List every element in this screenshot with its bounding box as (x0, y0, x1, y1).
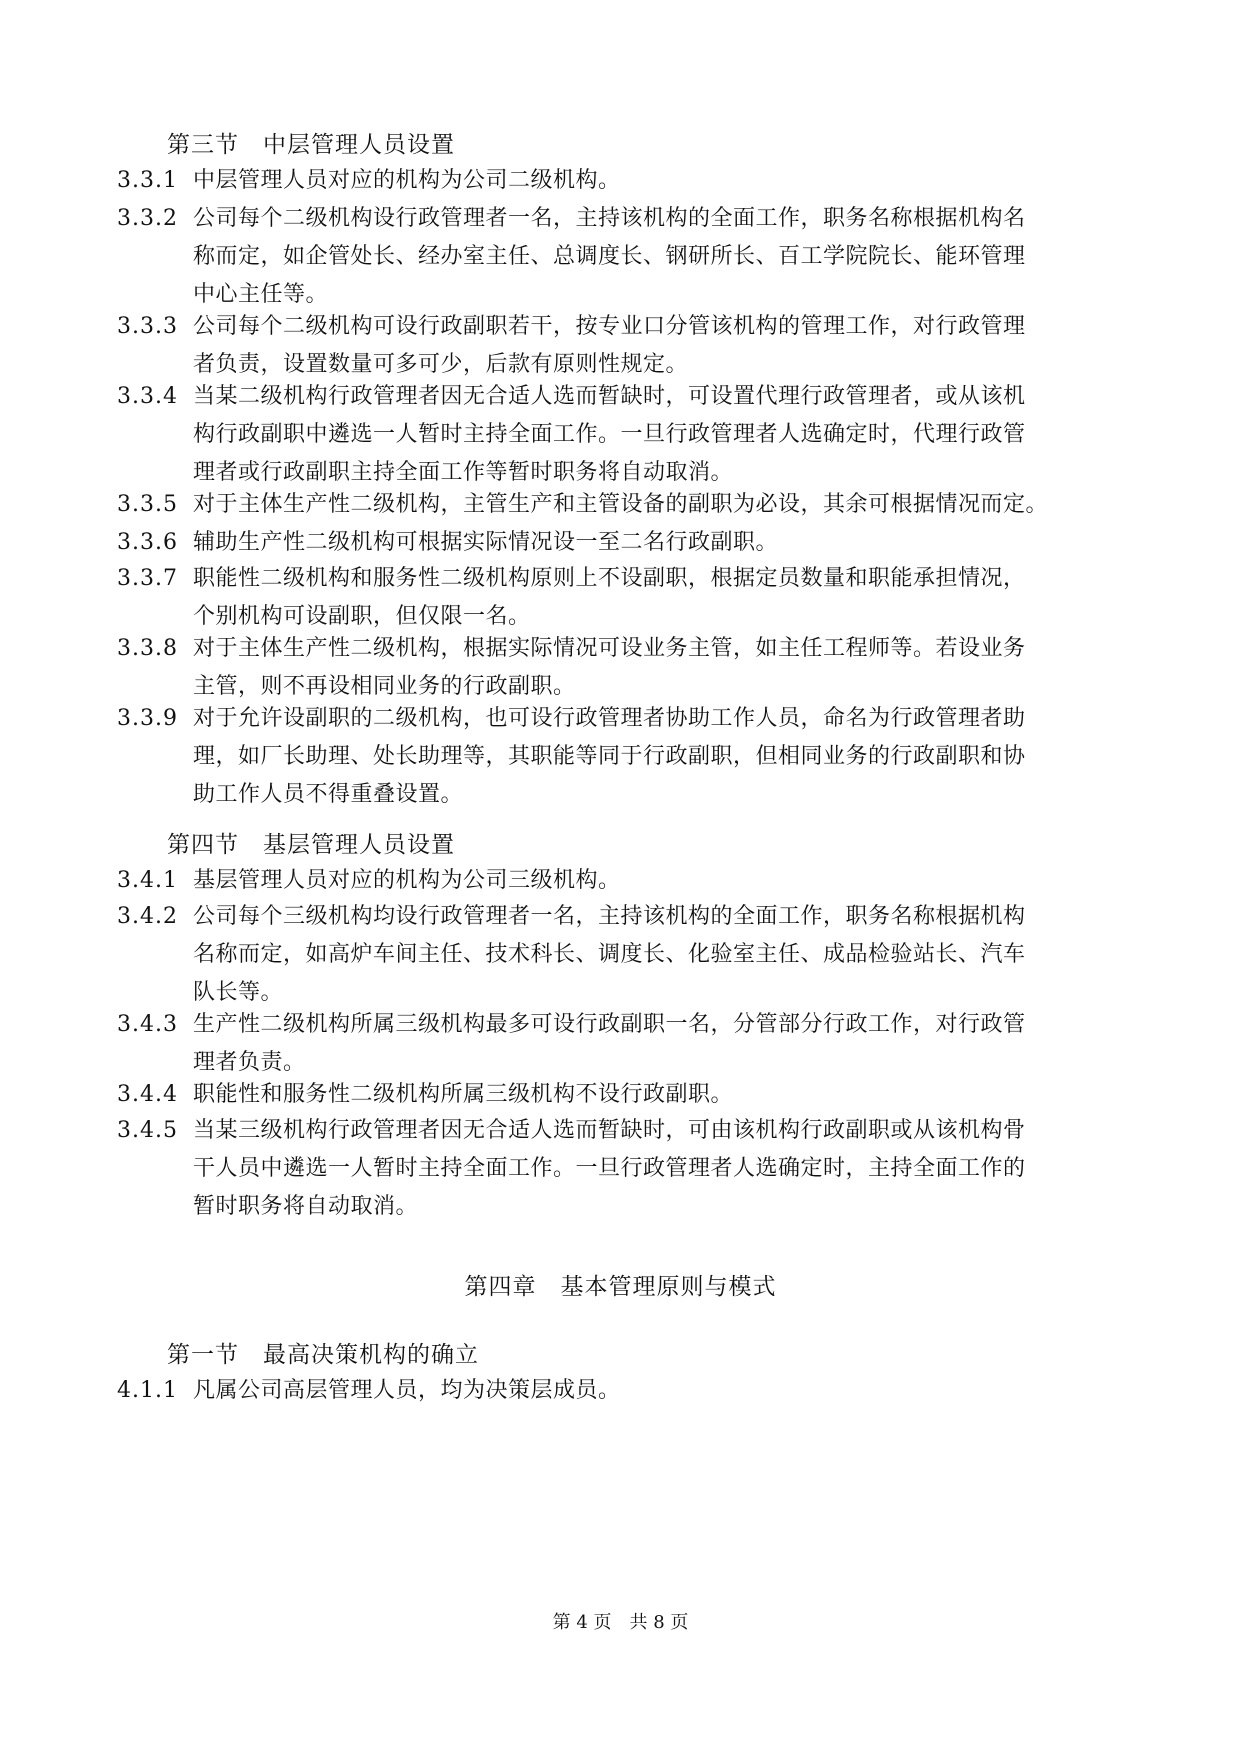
clause-text-line: 对于主体生产性二级机构，根据实际情况可设业务主管，如主任工程师等。若设业务 (193, 636, 1026, 661)
clause-text-line: 理者或行政副职主持全面工作等暂时职务将自动取消。 (193, 460, 734, 485)
clause-text-line: 理者负责。 (193, 1050, 306, 1075)
section-heading: 第三节 中层管理人员设置 (167, 132, 455, 158)
clause-text-line: 当某三级机构行政管理者因无合适人选而暂缺时，可由该机构行政副职或从该机构骨 (193, 1118, 1026, 1143)
clause-3-3-8 (117, 630, 1127, 706)
clause-number: 3.3.7 (117, 566, 178, 591)
clause-number: 3.3.4 (117, 384, 178, 409)
clause-number: 3.4.4 (117, 1082, 178, 1107)
clause-text-line: 队长等。 (193, 980, 284, 1005)
clause-text-line: 凡属公司高层管理人员，均为决策层成员。 (193, 1378, 621, 1403)
clause-text-line: 中心主任等。 (193, 282, 329, 307)
clause-number: 3.4.2 (117, 904, 178, 929)
section-heading: 第四节 基层管理人员设置 (167, 832, 455, 858)
clause-text-line: 者负责，设置数量可多可少，后款有原则性规定。 (193, 352, 689, 377)
clause-3-3-6 (117, 524, 1127, 562)
clause-3-3-5 (117, 486, 1127, 524)
clause-text-line: 公司每个三级机构均设行政管理者一名，主持该机构的全面工作，职务名称根据机构 (193, 904, 1026, 929)
clause-text-line: 生产性二级机构所属三级机构最多可设行政副职一名，分管部分行政工作，对行政管 (193, 1012, 1026, 1037)
clause-number: 3.4.1 (117, 868, 178, 893)
clause-text-line: 对于主体生产性二级机构，主管生产和主管设备的副职为必设，其余可根据情况而定。 (193, 492, 1049, 517)
clause-text-line: 称而定，如企管处长、经办室主任、总调度长、钢研所长、百工学院院长、能环管理 (193, 244, 1026, 269)
clause-3-3-4 (117, 378, 1127, 492)
clause-number: 4.1.1 (117, 1378, 178, 1403)
clause-number: 3.3.2 (117, 206, 178, 231)
clause-3-3-2 (117, 200, 1127, 314)
clause-3-3-1 (117, 162, 1127, 200)
clause-text-line: 个别机构可设副职，但仅限一名。 (193, 604, 531, 629)
clause-3-4-4 (117, 1076, 1127, 1114)
clause-number: 3.3.9 (117, 706, 178, 731)
clause-text-line: 主管，则不再设相同业务的行政副职。 (193, 674, 576, 699)
clause-3-3-9 (117, 700, 1127, 814)
clause-text-line: 中层管理人员对应的机构为公司二级机构。 (193, 168, 621, 193)
clause-text-line: 公司每个二级机构设行政管理者一名，主持该机构的全面工作，职务名称根据机构名 (193, 206, 1026, 231)
clause-text-line: 基层管理人员对应的机构为公司三级机构。 (193, 868, 621, 893)
clause-3-3-3 (117, 308, 1127, 384)
clause-number: 3.3.8 (117, 636, 178, 661)
clause-text-line: 构行政副职中遴选一人暂时主持全面工作。一旦行政管理者人选确定时，代理行政管 (193, 422, 1026, 447)
clause-text-line: 公司每个二级机构可设行政副职若干，按专业口分管该机构的管理工作，对行政管理 (193, 314, 1026, 339)
clause-3-4-2 (117, 898, 1127, 1012)
chapter-heading: 第四章 基本管理原则与模式 (464, 1274, 777, 1300)
clause-number: 3.4.5 (117, 1118, 178, 1143)
clause-number: 3.3.6 (117, 530, 178, 555)
clause-3-4-1 (117, 862, 1127, 900)
clause-text-line: 对于允许设副职的二级机构，也可设行政管理者协助工作人员，命名为行政管理者助 (193, 706, 1026, 731)
clause-3-3-7 (117, 560, 1127, 636)
clause-text-line: 干人员中遴选一人暂时主持全面工作。一旦行政管理者人选确定时，主持全面工作的 (193, 1156, 1026, 1181)
clause-text-line: 名称而定，如高炉车间主任、技术科长、调度长、化验室主任、成品检验站长、汽车 (193, 942, 1026, 967)
clause-text-line: 理，如厂长助理、处长助理等，其职能等同于行政副职，但相同业务的行政副职和协 (193, 744, 1026, 769)
page-number-footer: 第 4 页 共 8 页 (552, 1612, 689, 1633)
clause-text-line: 职能性二级机构和服务性二级机构原则上不设副职，根据定员数量和职能承担情况， (193, 566, 1026, 591)
clause-text-line: 辅助生产性二级机构可根据实际情况设一至二名行政副职。 (193, 530, 779, 555)
clause-4-1-1 (117, 1372, 1127, 1410)
clause-text-line: 职能性和服务性二级机构所属三级机构不设行政副职。 (193, 1082, 734, 1107)
clause-3-4-3 (117, 1006, 1127, 1082)
clause-number: 3.3.3 (117, 314, 178, 339)
clause-text-line: 暂时职务将自动取消。 (193, 1194, 419, 1219)
clause-number: 3.3.5 (117, 492, 178, 517)
clause-text-line: 助工作人员不得重叠设置。 (193, 782, 464, 807)
clause-text-line: 当某二级机构行政管理者因无合适人选而暂缺时，可设置代理行政管理者，或从该机 (193, 384, 1026, 409)
clause-number: 3.4.3 (117, 1012, 178, 1037)
clause-number: 3.3.1 (117, 168, 178, 193)
section-heading: 第一节 最高决策机构的确立 (167, 1342, 479, 1368)
clause-3-4-5 (117, 1112, 1127, 1226)
